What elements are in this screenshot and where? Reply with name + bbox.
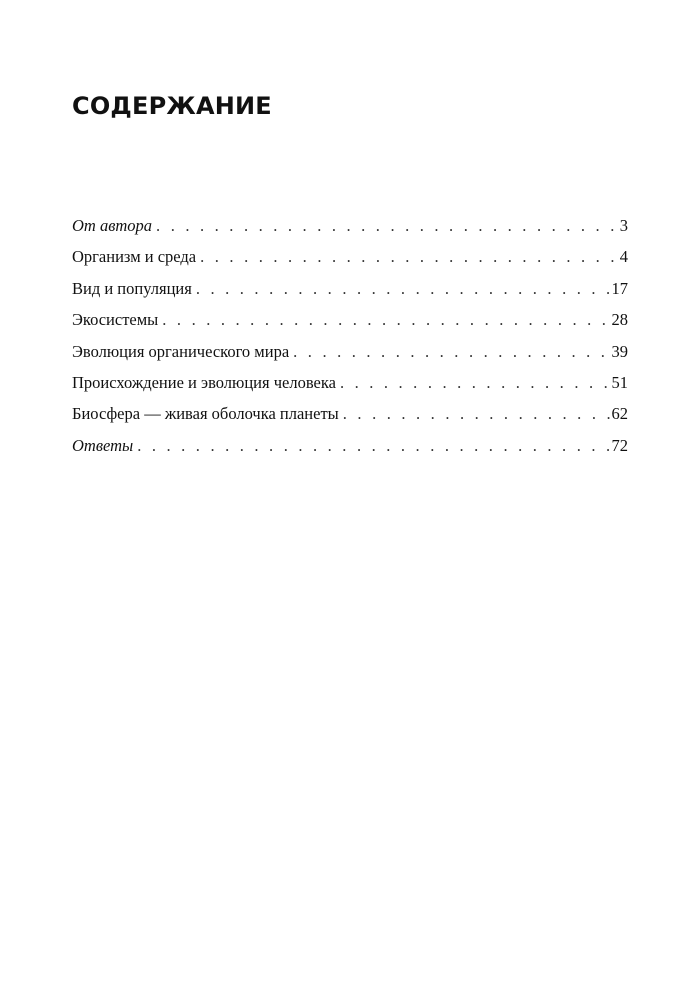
toc-entry-title: Организм и среда (72, 247, 197, 267)
page-title: СОДЕРЖАНИЕ (72, 92, 272, 120)
toc-entry-page: 3 (619, 216, 628, 235)
dot-leader (162, 310, 609, 330)
toc-entry-ecosystems[interactable] (72, 310, 628, 341)
toc-entry-biosphere[interactable] (72, 404, 628, 435)
dot-leader (343, 404, 610, 424)
toc-entry-page: 28 (611, 310, 628, 330)
toc-entry-from-author[interactable] (72, 216, 628, 247)
dot-leader (196, 279, 610, 299)
dot-leader (293, 342, 609, 362)
toc-entry-page: 4 (619, 247, 628, 267)
toc-entry-title: Биосфера — живая оболочка планеты (72, 404, 339, 424)
toc-entry-title: От автора (72, 216, 153, 235)
dot-leader (200, 247, 618, 267)
dot-leader (340, 373, 610, 393)
toc-entry-organism-environment[interactable] (72, 247, 628, 278)
toc-entry-species-population[interactable] (72, 279, 628, 310)
toc-entry-title: Эволюция органического мира (72, 341, 290, 361)
toc-entry-title: Ответы (72, 435, 134, 455)
toc-entry-page: 62 (611, 404, 628, 424)
table-of-contents (72, 216, 628, 467)
toc-entry-title: Происхождение и эволюция человека (72, 372, 336, 392)
toc-entry-evolution-organic-world[interactable] (72, 342, 628, 373)
toc-entry-title: Вид и популяция (72, 278, 192, 298)
dot-leader (156, 216, 618, 236)
toc-entry-title: Экосистемы (72, 310, 159, 330)
toc-entry-page: 72 (611, 435, 628, 455)
toc-entry-page: 51 (611, 372, 628, 392)
dot-leader (137, 436, 609, 456)
toc-entry-page: 17 (611, 278, 628, 298)
toc-entry-answers[interactable] (72, 436, 628, 467)
toc-entry-page: 39 (611, 341, 628, 361)
toc-entry-human-evolution[interactable] (72, 373, 628, 404)
